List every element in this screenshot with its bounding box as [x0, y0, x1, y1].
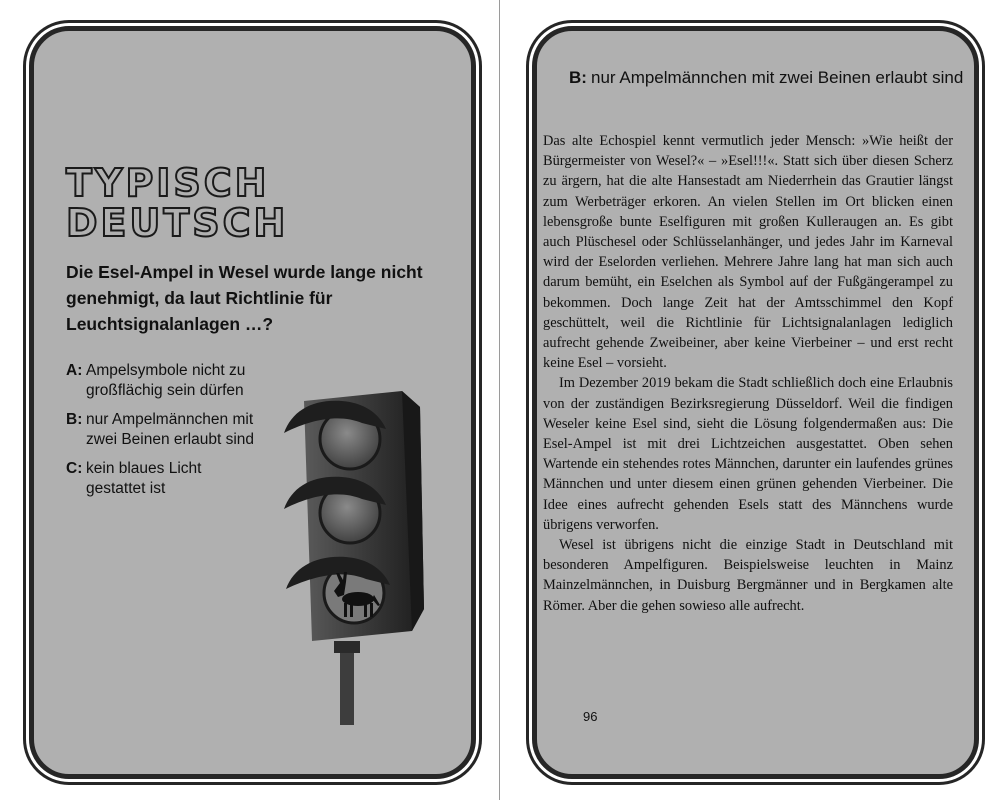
pole-collar: [334, 641, 360, 653]
paragraph: Im Dezember 2019 bekam die Stadt schließlich doch eine Erlaubnis von der zuständigen Bezirksregierung Düsseldorf. Weil die findigen Weseler keine Esel sind, sieht die Lösung folgendermaßen aus: Die Esel-Ampel ist mit drei Lichtzeichen ausgestattet. Oben sehen Wartende ein stehendes rotes Männchen, darunter ein laufendes grünes Männchen und unter diesem einen grünen gehenden Vierbeiner. Die Idee eines aufrecht gehenden Esels statt des Männchens wurde übrigens verworfen.: [543, 375, 953, 533]
quiz-question: Die Esel-Ampel in Wesel wurde lange nicht genehmigt, da laut Richtlinie für Leuchtsignalanlagen …?: [66, 262, 423, 334]
option-b-key: B :: [66, 410, 82, 430]
traffic-light-donkey-icon: [282, 369, 432, 725]
page-number: 96: [583, 709, 598, 724]
answer-heading: [569, 67, 981, 89]
option-a: [66, 361, 256, 401]
explanation-text: [543, 131, 953, 616]
answer-options: [66, 361, 256, 508]
pole: [340, 649, 354, 725]
option-a-key: A :: [66, 361, 82, 381]
option-b-text: nur Ampelmännchen mit zwei Beinen erlaubt sind: [86, 411, 255, 448]
paragraph: Das alte Echospiel kennt vermutlich jeder Mensch: »Wie heißt der Bürgermeister von Wesel?« – »Esel!!!«. Statt sich über diesen Scherz zu ärgern, hat die alte Hansestadt am Niederrhein das Grautier längst zum Werbeträger erkoren. An vielen Stellen im Ort blicken einen lebensgroße bunte Eselfiguren mit großen Kulleraugen an. Es gibt auch Plüschesel oder Schlüsselanhänger, und jedes Jahr im Karneval wird der Eselorden verliehen. Mehrere Jahre lang hat man sich auch darum bemüht, ein Eselchen als Symbol auf der Fußgängerampel zu bekommen. Doch lange Zeit hat der Amtsschimmel den Kopf geschüttelt, weil die Richtlinie für Lichtsignalanlagen lediglich aufrecht gehende Zweibeiner, aber keine Vierbeiner – und erst recht keine Esel – vorsieht.: [543, 133, 953, 372]
option-a-text: Ampelsymbole nicht zu großflächig sein dürfen: [86, 362, 246, 399]
answer-text: nur Ampelmännchen mit zwei Beinen erlaubt sind: [591, 68, 964, 87]
option-c-key: C :: [66, 459, 82, 479]
answer-key: B :: [569, 67, 587, 89]
option-c-text: kein blaues Licht gestattet ist: [86, 460, 202, 497]
left-page: [0, 0, 499, 800]
right-card: [532, 26, 979, 779]
option-b: [66, 410, 256, 450]
option-c: [66, 459, 256, 499]
title-line-1: TYPISCH: [66, 161, 270, 205]
paragraph: Wesel ist übrigens nicht die einzige Stadt in Deutschland mit besonderen Ampelfiguren. Beispielsweise leuchten in Mainz Mainzelmännchen, in Duisburg Bergmänner und in Bergkamen alte Römer. Aber die gehen sowieso alle aufrecht.: [543, 537, 953, 614]
right-page: [500, 0, 999, 800]
page-title: [66, 163, 288, 243]
left-card: [29, 26, 476, 779]
title-line-2: DEUTSCH: [66, 201, 289, 245]
